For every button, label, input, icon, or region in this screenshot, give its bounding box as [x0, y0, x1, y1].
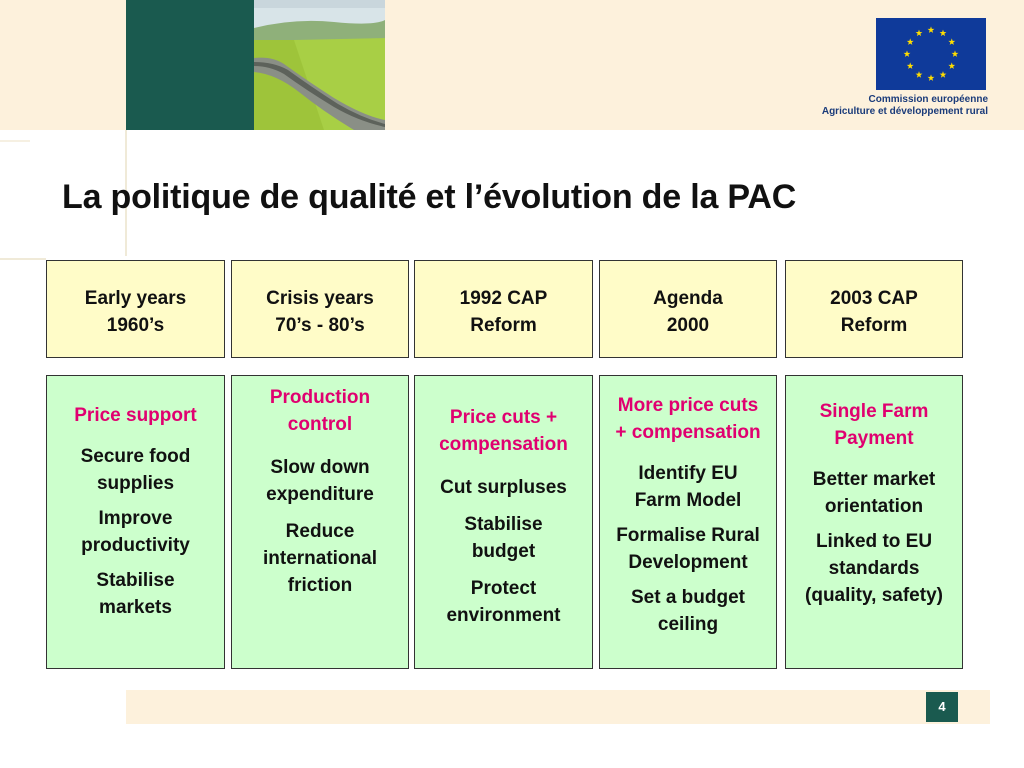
objective-line: standards	[828, 558, 920, 579]
objective-line: Cut surpluses	[440, 477, 567, 498]
spacer	[236, 508, 404, 518]
objective-item	[51, 567, 220, 621]
policy-highlight-line: compensation	[439, 434, 568, 455]
objective-line: expenditure	[266, 484, 374, 505]
spacer	[51, 497, 220, 505]
period-header	[599, 260, 777, 358]
policy-highlight-line: More price cuts	[617, 395, 759, 416]
spacer	[604, 576, 772, 584]
page-title: La politique de qualité et l’évolution de la PAC	[62, 178, 797, 216]
objective-line: supplies	[96, 473, 175, 494]
eu-star-icon	[904, 50, 911, 57]
objective-line: friction	[287, 575, 353, 596]
objective-item	[236, 518, 404, 599]
objective-line: productivity	[81, 535, 190, 556]
landscape-photo	[254, 0, 385, 130]
period-details	[785, 375, 963, 669]
period-header-line: 2000	[666, 315, 710, 336]
objective-line: environment	[446, 605, 561, 626]
objective-line: international	[262, 548, 377, 569]
objective-item	[604, 522, 772, 576]
policy-highlight-line: Production	[269, 387, 371, 408]
spacer	[790, 520, 958, 528]
objective-line: Development	[628, 552, 748, 573]
eu-flag-icon	[876, 18, 986, 90]
policy-highlight-line: + compensation	[615, 422, 761, 443]
eu-star-icon	[948, 38, 955, 45]
objective-line: ceiling	[657, 614, 719, 635]
period-header-line: Early years	[84, 288, 187, 309]
eu-star-icon	[928, 74, 935, 81]
policy-highlight-line: Price support	[74, 405, 197, 426]
period-header-line: Agenda	[653, 288, 723, 309]
eu-org-line-2: Agriculture et développement rural	[821, 106, 988, 117]
objective-item	[419, 474, 588, 501]
objective-line: Improve	[98, 508, 173, 529]
eu-star-icon	[928, 26, 935, 33]
objective-item	[790, 466, 958, 520]
period-header-line: Reform	[470, 315, 537, 336]
objective-line: budget	[471, 541, 536, 562]
objective-line: orientation	[824, 496, 924, 517]
objective-line: (quality, safety)	[805, 585, 943, 606]
objective-line: Farm Model	[634, 490, 742, 511]
policy-highlight-line: control	[287, 414, 353, 435]
period-header-line: 1960’s	[106, 315, 165, 336]
objective-item	[51, 443, 220, 497]
policy-highlight	[790, 398, 958, 452]
period-header	[414, 260, 593, 358]
objective-item	[51, 505, 220, 559]
policy-highlight	[419, 404, 588, 458]
objective-line: Linked to EU	[815, 531, 933, 552]
objective-line: Slow down	[270, 457, 370, 478]
eu-star-icon	[940, 30, 947, 37]
spacer	[419, 565, 588, 575]
spacer	[419, 458, 588, 474]
spacer	[604, 514, 772, 522]
eu-star-icon	[952, 50, 959, 57]
eu-star-icon	[940, 71, 947, 78]
period-header	[46, 260, 225, 358]
period-details	[231, 375, 409, 669]
period-header	[785, 260, 963, 358]
objective-line: Stabilise	[464, 514, 543, 535]
period-details	[599, 375, 777, 669]
objective-line: Formalise Rural	[616, 525, 760, 546]
period-header-line: Crisis years	[266, 288, 374, 309]
objective-line: Reduce	[285, 521, 355, 542]
eu-star-icon	[916, 30, 923, 37]
objective-item	[604, 460, 772, 514]
objective-line: markets	[99, 597, 172, 618]
spacer	[51, 429, 220, 443]
spacer	[419, 501, 588, 511]
objective-item	[419, 511, 588, 565]
spacer	[236, 438, 404, 454]
policy-highlight	[604, 392, 772, 446]
period-details	[46, 375, 225, 669]
header-accent-block	[126, 0, 254, 130]
period-header-line: 2003 CAP	[830, 288, 918, 309]
eu-star-icon	[907, 62, 914, 69]
objective-line: Secure food	[80, 446, 191, 467]
policy-highlight	[236, 384, 404, 438]
policy-highlight-line: Single Farm	[819, 401, 929, 422]
objective-line: Stabilise	[96, 570, 175, 591]
eu-star-icon	[907, 38, 914, 45]
period-header-line: 70’s - 80’s	[275, 315, 365, 336]
eu-star-icon	[916, 71, 923, 78]
footer-band	[126, 690, 990, 724]
eu-star-icon	[948, 62, 955, 69]
decorative-horizontal-line	[0, 258, 46, 260]
page-number: 4	[926, 692, 958, 722]
objective-item	[604, 584, 772, 638]
period-header	[231, 260, 409, 358]
period-details	[414, 375, 593, 669]
objective-line: Better market	[812, 469, 936, 490]
objective-item	[236, 454, 404, 508]
period-header-line: 1992 CAP	[459, 288, 548, 309]
policy-highlight-line: Payment	[834, 428, 914, 449]
spacer	[604, 446, 772, 460]
objective-line: Identify EU	[638, 463, 738, 484]
objective-item	[790, 528, 958, 609]
eu-org-line-1: Commission européenne	[868, 94, 988, 105]
decorative-horizontal-line-short	[0, 140, 30, 142]
spacer	[51, 559, 220, 567]
spacer	[790, 452, 958, 466]
policy-highlight	[51, 402, 220, 429]
objective-line: Set a budget	[630, 587, 745, 608]
period-header-line: Reform	[840, 315, 908, 336]
eu-organization-label	[800, 94, 988, 118]
objective-item	[419, 575, 588, 629]
objective-line: Protect	[470, 578, 537, 599]
policy-highlight-line: Price cuts +	[449, 407, 558, 428]
